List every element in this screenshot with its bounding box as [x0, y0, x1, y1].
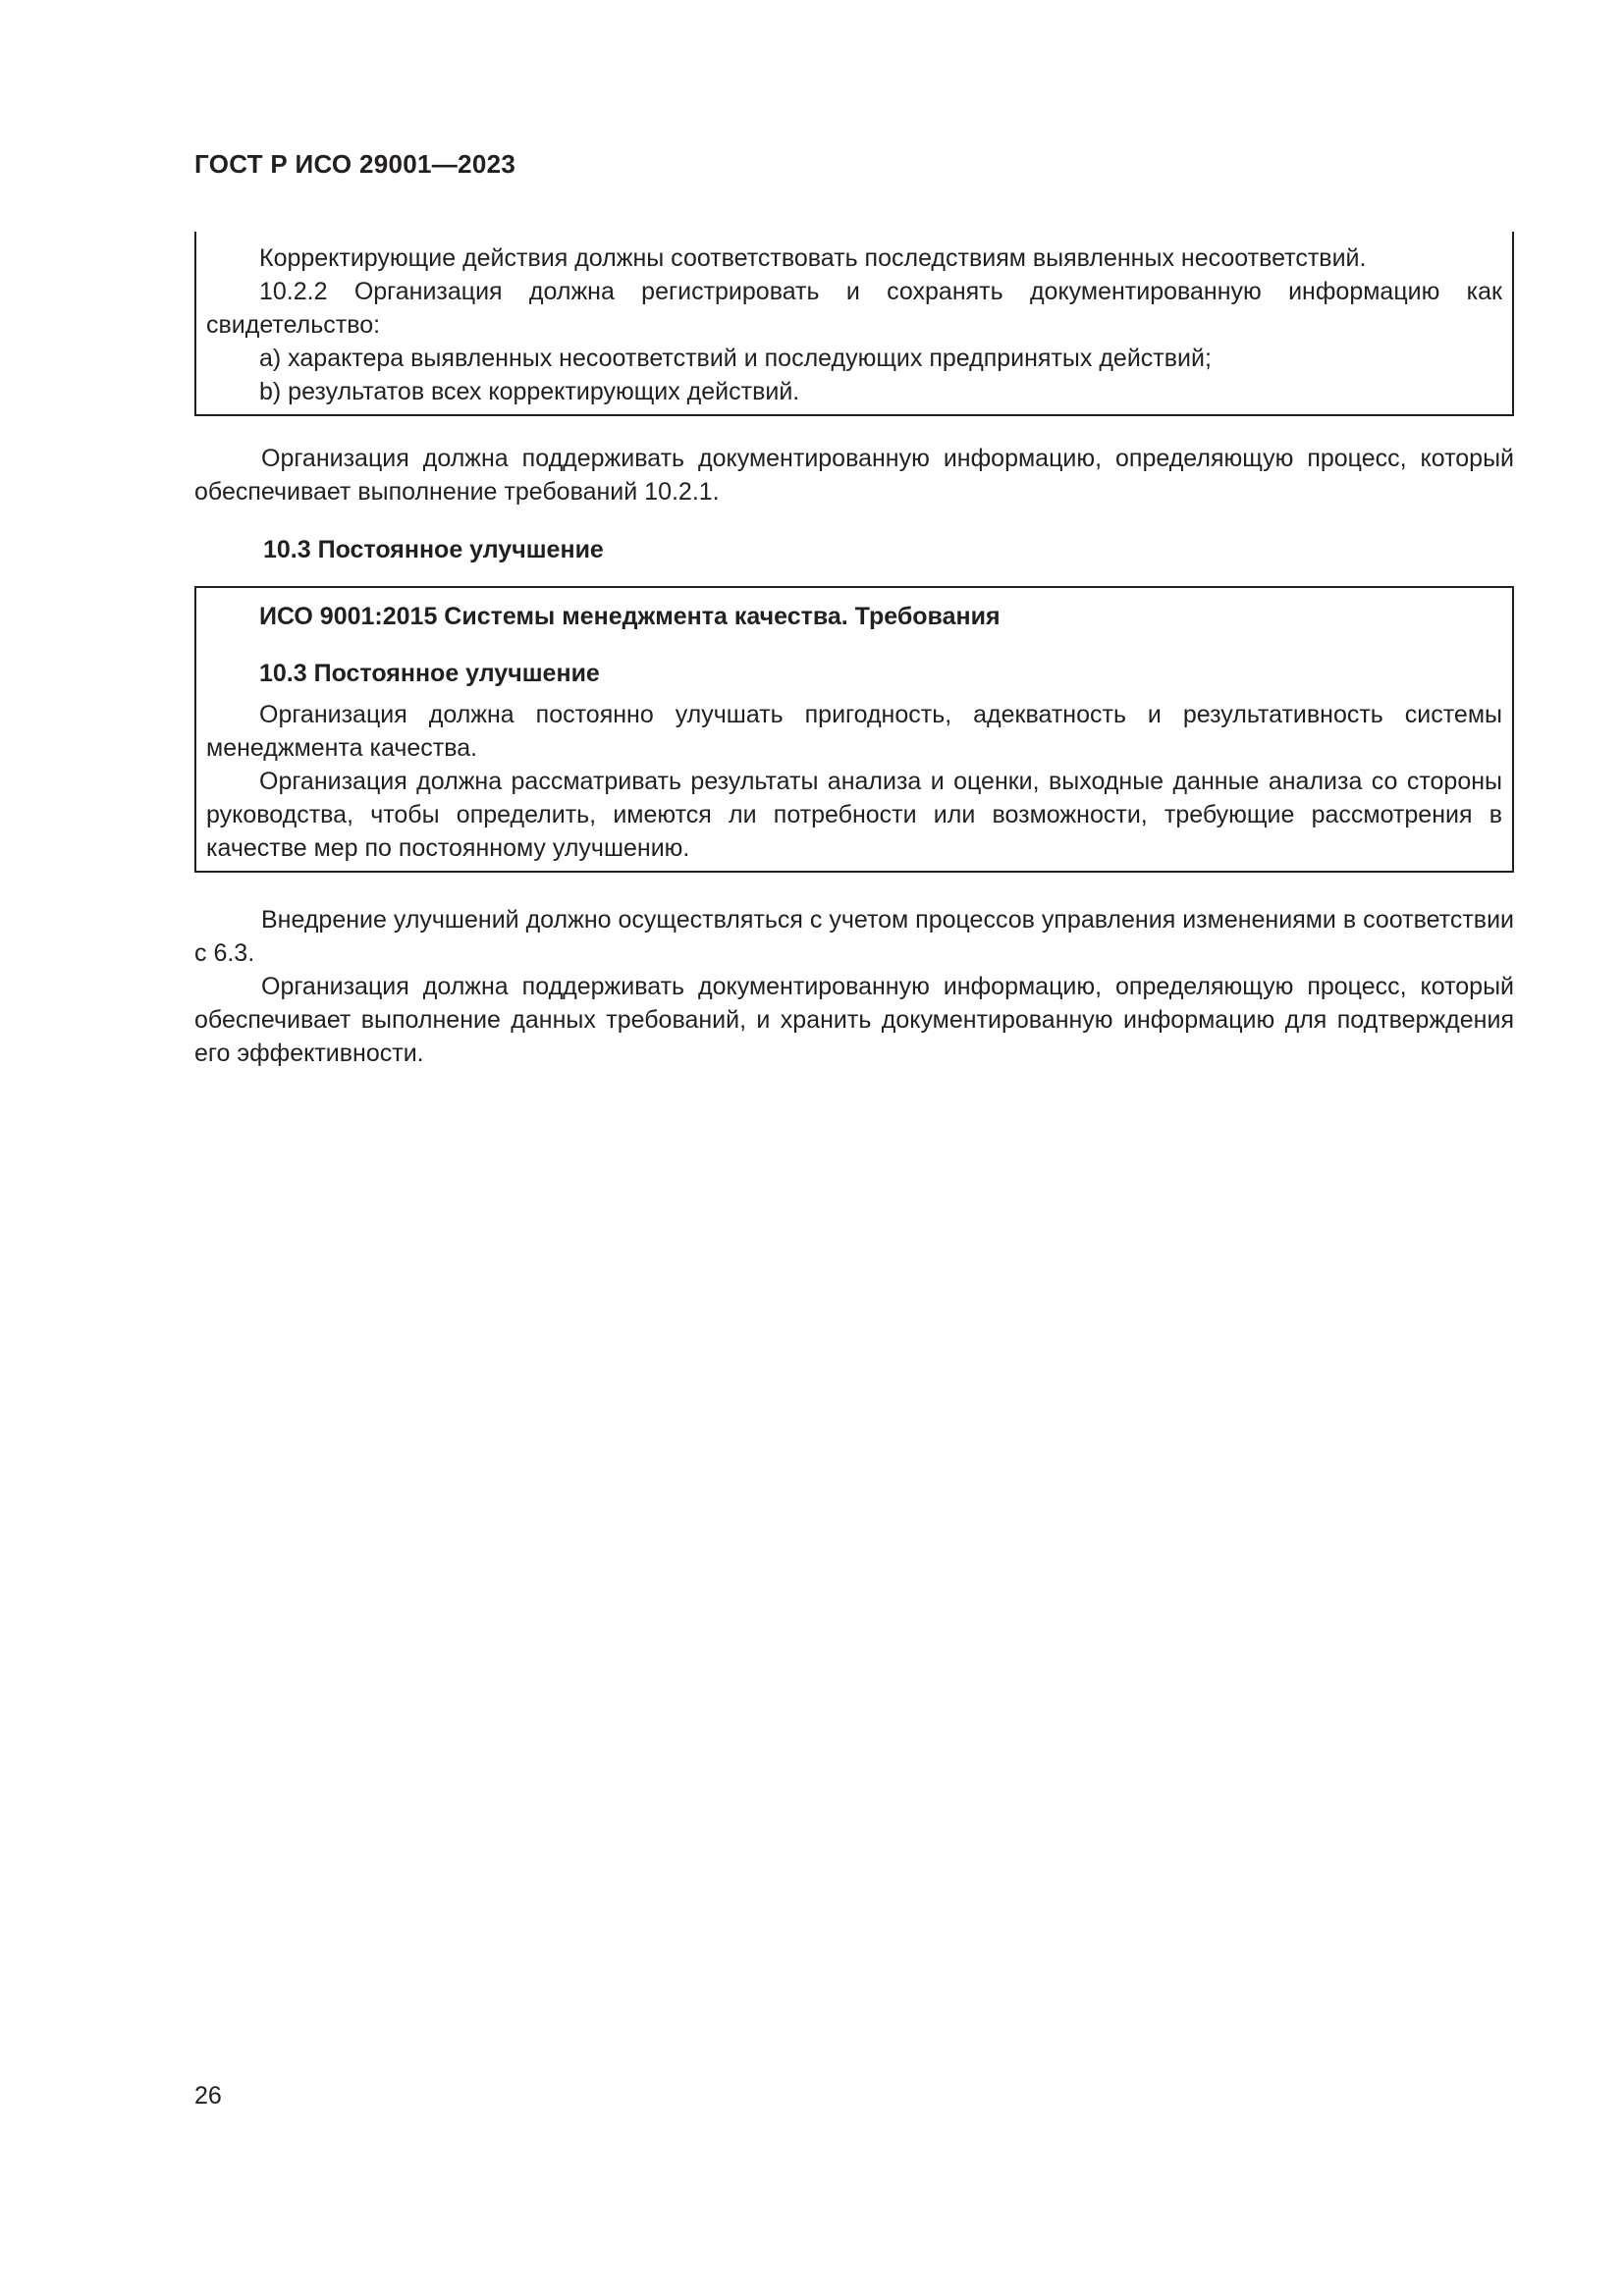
box1-paragraph-corrective-actions: Корректирующие действия должны соответствовать последствиям выявленных несоответствий. — [259, 244, 1367, 272]
document-header: ГОСТ Р ИСО 29001—2023 — [194, 149, 516, 179]
section-heading-10-3: 10.3 Постоянное улучшение — [263, 536, 604, 563]
quoted-standard-box-content — [206, 600, 1502, 865]
body-paragraph-change-management: Внедрение улучшений должно осуществляться с учетом процессов управления изменениями в соответствии с 6.3. — [194, 906, 1514, 967]
body-paragraph-documented-info-effectiveness: Организация должна поддерживать документированную информацию, определяющую процесс, который обеспечивает выполнение данных требований, и хранить документированную информацию для подтверждения его эффективности. — [194, 973, 1514, 1067]
box1-list-item-b: b) результатов всех корректирующих действий. — [259, 378, 800, 405]
box1-list-item-a: а) характера выявленных несоответствий и последующих предпринятых действий; — [259, 345, 1212, 372]
page-number: 26 — [194, 2082, 222, 2109]
body-text-block-1 — [194, 442, 1514, 508]
quoted-standard-box — [194, 586, 1514, 873]
quoted-requirement-box-content — [206, 241, 1502, 408]
quoted-requirement-box-continued — [194, 232, 1514, 416]
quoted-standard-subheading: 10.3 Постоянное улучшение — [259, 660, 600, 687]
box1-paragraph-10-2-2: 10.2.2 Организация должна регистрировать и сохранять документированную информацию как свидетельство: — [206, 278, 1502, 339]
body-paragraph-documented-info-10-2-1: Организация должна поддерживать документированную информацию, определяющую процесс, который обеспечивает выполнение требований 10.2.1. — [194, 445, 1514, 506]
box2-paragraph-analysis-results: Организация должна рассматривать результаты анализа и оценки, выходные данные анализа со стороны руководства, чтобы определить, имеются ли потребности или возможности, требующие рассмотрения в качестве мер по постоянному улучшению. — [206, 768, 1502, 862]
body-text-block-2 — [194, 903, 1514, 1070]
box2-paragraph-continual-improvement: Организация должна постоянно улучшать пригодность, адекватность и результативность системы менеджмента качества. — [206, 701, 1502, 762]
quoted-standard-title: ИСО 9001:2015 Системы менеджмента качества. Требования — [259, 603, 1001, 630]
